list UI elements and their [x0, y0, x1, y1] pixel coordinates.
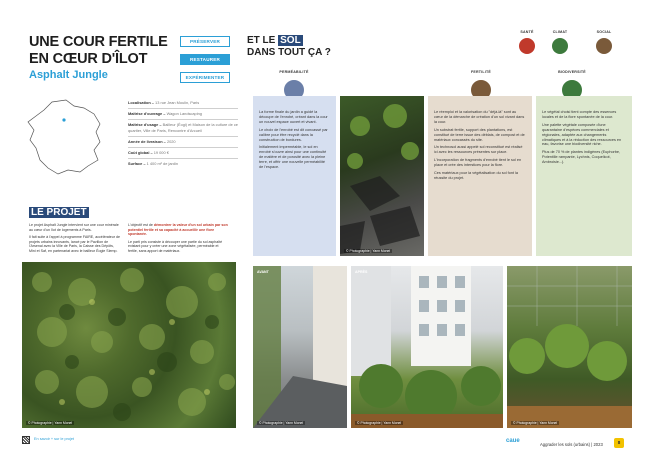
foliage-texture	[22, 262, 236, 428]
page-number: 8	[614, 438, 624, 448]
aerial-garden-photo	[22, 262, 236, 428]
sol-heading: ET LE SOL DANS TOUT ÇA ?	[247, 35, 331, 58]
theme-label: SOCIAL	[596, 30, 612, 34]
climat-theme-icon	[552, 38, 568, 54]
apres-label: APRÈS	[355, 270, 368, 274]
photo-credit: © Photographie | Yann Monel	[346, 249, 391, 253]
sol-asphalt-photo	[340, 96, 424, 256]
info-row: Maîtrise d'ouvrage – Wagon Landscaping	[128, 109, 238, 120]
objectif-text: L'objectif est de démontrer la valeur d'un sol urbain par son potentiel fertile et sa capacité à accueillir une flore spontanée. Le parti pris consiste à découper une partie du sol asphalté existant pour y créer une zone végétalisée, perméable et fertile, sans apport de matériaux.	[128, 223, 228, 253]
info-row: Coût global – 19 000 €	[128, 148, 238, 159]
france-map	[22, 98, 110, 178]
courtyard-after	[351, 266, 503, 428]
footer-title: Aggrader les sols (urbains) | 2023	[540, 442, 603, 447]
caue-logo: caue	[506, 438, 520, 444]
info-row: Maîtrise d'usage – Bailleur (Éogi) et Maison de la culture de ce quartier, Ville de Paris, Rencontre d'Arcueil	[128, 120, 238, 136]
avant-photo	[253, 266, 347, 428]
apres-photo	[351, 266, 503, 428]
qr-link-text[interactable]: En savoir + sur le projet	[34, 437, 74, 441]
projet-heading: LE PROJET	[31, 207, 87, 218]
photo-credit: © Photographie | Yann Monel	[28, 421, 73, 425]
badge-label: FERTILITÉ	[471, 70, 491, 74]
paris-location-marker	[62, 118, 65, 121]
permeabilite-box: La forme finale du jardin a guidé la découpe de l'enrobé, créant dans la cour un nouvel espace ouvert et vivant. Le choix de l'enrobé est dit concassé par calibre pour être recyclé dans la construction de bordures. Initialement imperméable, le sol en enrobé s'ouvre ainsi pour une continuité de matière et de porosité avec la pleine terre, et offrir une nouvelle perméabilité de l'espace.	[253, 96, 336, 256]
tab-experimenter[interactable]: EXPÉRIMENTER	[180, 72, 230, 83]
page-title	[29, 34, 168, 68]
garden-planter-photo	[507, 266, 632, 428]
biodiversite-box: Le végétal choisi tient compte des essences locales et de la flore spontanée de la cour. Une palette végétale composée d'une quarantaine d'espèces commerciales et régionales, adaptée aux changements climatiques et à la réduction des ressources en eau, favorise une biodiversité riche. Plus de 70 % de plantes indigènes (Euphorbe, Potentille rampante, Lychnis, Coquelicot, Ambroisie...).	[536, 96, 632, 256]
photo-credit: © Photographie | Yann Monel	[513, 421, 558, 425]
tab-restaurer[interactable]: RESTAURER	[180, 54, 230, 65]
project-subtitle: Asphalt Jungle	[29, 69, 108, 81]
planter-scene	[507, 266, 632, 428]
info-row: Surface – 1 400 m² de jardin	[128, 161, 178, 167]
info-row: Année de livraison – 2020	[128, 137, 238, 148]
tab-preserver[interactable]: PRÉSERVER	[180, 36, 230, 47]
badge-label: PERMÉABILITÉ	[279, 70, 309, 74]
avant-label: AVANT	[257, 270, 269, 274]
asphalt-texture	[340, 96, 424, 256]
sante-theme-icon	[519, 38, 535, 54]
photo-credit: © Photographie | Yann Monel	[357, 421, 402, 425]
badge-label: BIODIVERSITÉ	[558, 70, 586, 74]
fertilite-box: Le réemploi et la valorisation du "déjà-là" sont au cœur de la démarche de création d'un sol vivant dans la cour. Un substrat fertile, support des plantations, est constitué de terre issue des déblais, de compost et de matériaux concassés du site. Un technosol aussi appelé sol reconstitué est réalisé ici avec les ressources présentes sur place. L'incorporation de fragments d'enrobé tient le sol en place et crée des interstices pour la flore. Ces matériaux pour la végétalisation du sol font la réussite du projet.	[428, 96, 532, 256]
projet-text: Le projet Asphalt Jungle intervient sur une cour minérale au cœur d'un îlot de logements à Paris. Il fait suite à l'appel à programme FAIRE, accélérateur de projets urbains innovants, lancé par le Pavillon de l'Arsenal avec la Ville de Paris, la Caisse des Dépôts, Mini et Saf, en partenariat avec le bailleur Éogie Siemp.	[29, 223, 120, 253]
photo-credit: © Photographie | Yann Monel	[259, 421, 304, 425]
courtyard-before	[253, 266, 347, 428]
theme-label: CLIMAT	[552, 30, 568, 34]
qr-code-icon[interactable]	[22, 436, 30, 444]
social-theme-icon	[596, 38, 612, 54]
title-line-1: UNE COUR FERTILE	[29, 34, 168, 50]
title-line-2: EN CŒUR D'ÎLOT	[29, 51, 148, 67]
project-info-list	[128, 98, 238, 169]
info-row: Localisation – 13 rue Jean Moulin, Paris	[128, 98, 238, 109]
theme-label: SANTÉ	[520, 30, 534, 34]
